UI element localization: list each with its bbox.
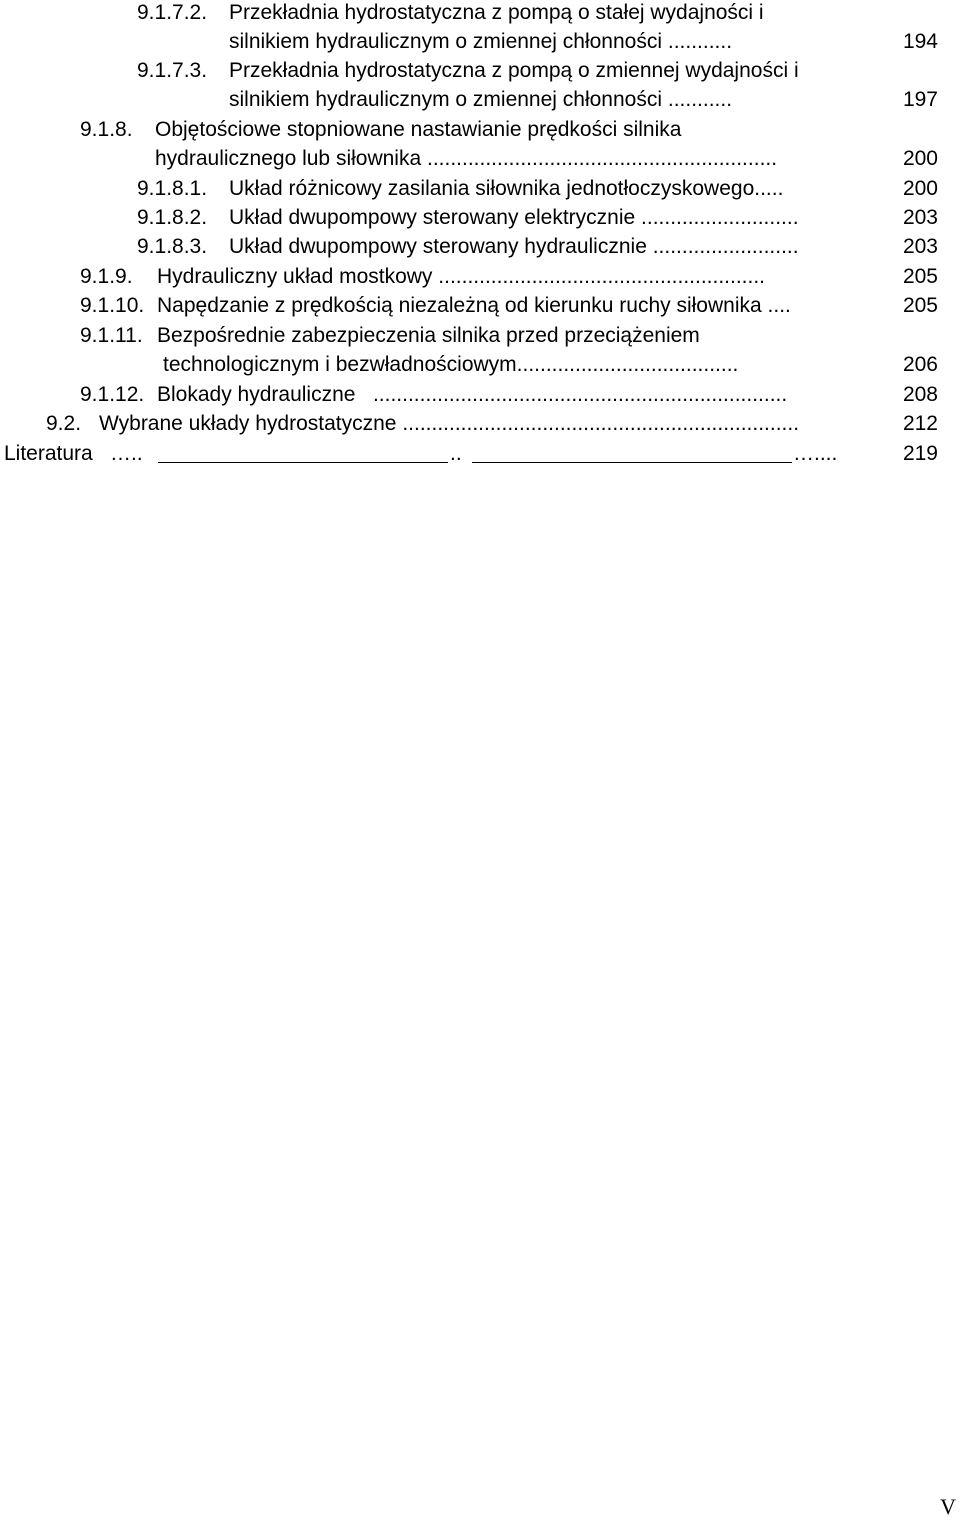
toc-leader-dots: ..: [450, 442, 462, 465]
toc-entry-page: 200: [902, 147, 938, 170]
toc-entry-number: 9.1.9.: [80, 265, 133, 288]
toc-entry-title-cont: silnikiem hydraulicznym o zmiennej chłonności ...........: [229, 88, 733, 111]
toc-leader-rule: [158, 462, 448, 463]
toc-entry-number: 9.1.10.: [80, 294, 145, 317]
toc-entry-title: Objętościowe stopniowane nastawianie prędkości silnika: [155, 118, 682, 141]
toc-entry-number: 9.1.12.: [80, 383, 145, 406]
toc-entry-page: 194: [902, 30, 938, 53]
toc-entry-page: 205: [902, 294, 938, 317]
toc-leader-dots: …..: [110, 442, 143, 465]
toc-entry-title: Blokady hydrauliczne .......................................................................: [157, 383, 788, 406]
toc-entry-number: 9.2.: [46, 412, 82, 435]
toc-leader-rule: [472, 462, 792, 463]
toc-entry-page: 208: [902, 383, 938, 406]
toc-entry-title-cont: silnikiem hydraulicznym o zmiennej chłonności ...........: [229, 30, 733, 53]
toc-leader-dots: …....: [793, 442, 838, 465]
toc-entry-title: Hydrauliczny układ mostkowy ........................................................: [157, 265, 766, 288]
toc-entry-page: 206: [902, 353, 938, 376]
toc-entry-page: 212: [902, 412, 938, 435]
toc-entry-number: 9.1.7.2.: [137, 1, 208, 24]
toc-entry-title: Układ dwupompowy sterowany hydraulicznie .........................: [229, 235, 799, 258]
toc-entry-title: Napędzanie z prędkością niezależną od kierunku ruchy siłownika ....: [157, 294, 791, 317]
toc-entry-page: 197: [902, 88, 938, 111]
toc-entry-title: Wybrane układy hydrostatyczne ....................................................................: [99, 412, 800, 435]
toc-entry-page: 203: [902, 235, 938, 258]
toc-entry-title: Układ różnicowy zasilania siłownika jednotłoczyskowego.....: [229, 177, 784, 200]
toc-entry-title-cont: hydraulicznego lub siłownika ............................................................: [155, 147, 778, 170]
page-number: V: [940, 1494, 956, 1519]
toc-entry-page: 219: [902, 442, 938, 465]
toc-entry-number: 9.1.7.3.: [137, 59, 208, 82]
toc-entry-title: Układ dwupompowy sterowany elektrycznie ...........................: [229, 206, 799, 229]
toc-entry-page: 205: [902, 265, 938, 288]
toc-entry-title: Literatura: [4, 442, 93, 465]
toc-entry-title: Przekładnia hydrostatyczna z pompą o zmiennej wydajności i: [229, 59, 799, 82]
toc-entry-page: 200: [902, 177, 938, 200]
toc-entry-number: 9.1.8.1.: [137, 177, 208, 200]
toc-entry-number: 9.1.8.2.: [137, 206, 208, 229]
toc-entry-number: 9.1.8.: [80, 118, 133, 141]
toc-entry-title-cont: technologicznym i bezwładnościowym......................................: [163, 353, 739, 376]
toc-entry-number: 9.1.11.: [80, 324, 143, 347]
toc-entry-page: 203: [902, 206, 938, 229]
toc-entry-title: Przekładnia hydrostatyczna z pompą o stałej wydajności i: [229, 1, 764, 24]
toc-entry-title: Bezpośrednie zabezpieczenia silnika przed przeciążeniem: [157, 324, 700, 347]
toc-entry-number: 9.1.8.3.: [137, 235, 208, 258]
